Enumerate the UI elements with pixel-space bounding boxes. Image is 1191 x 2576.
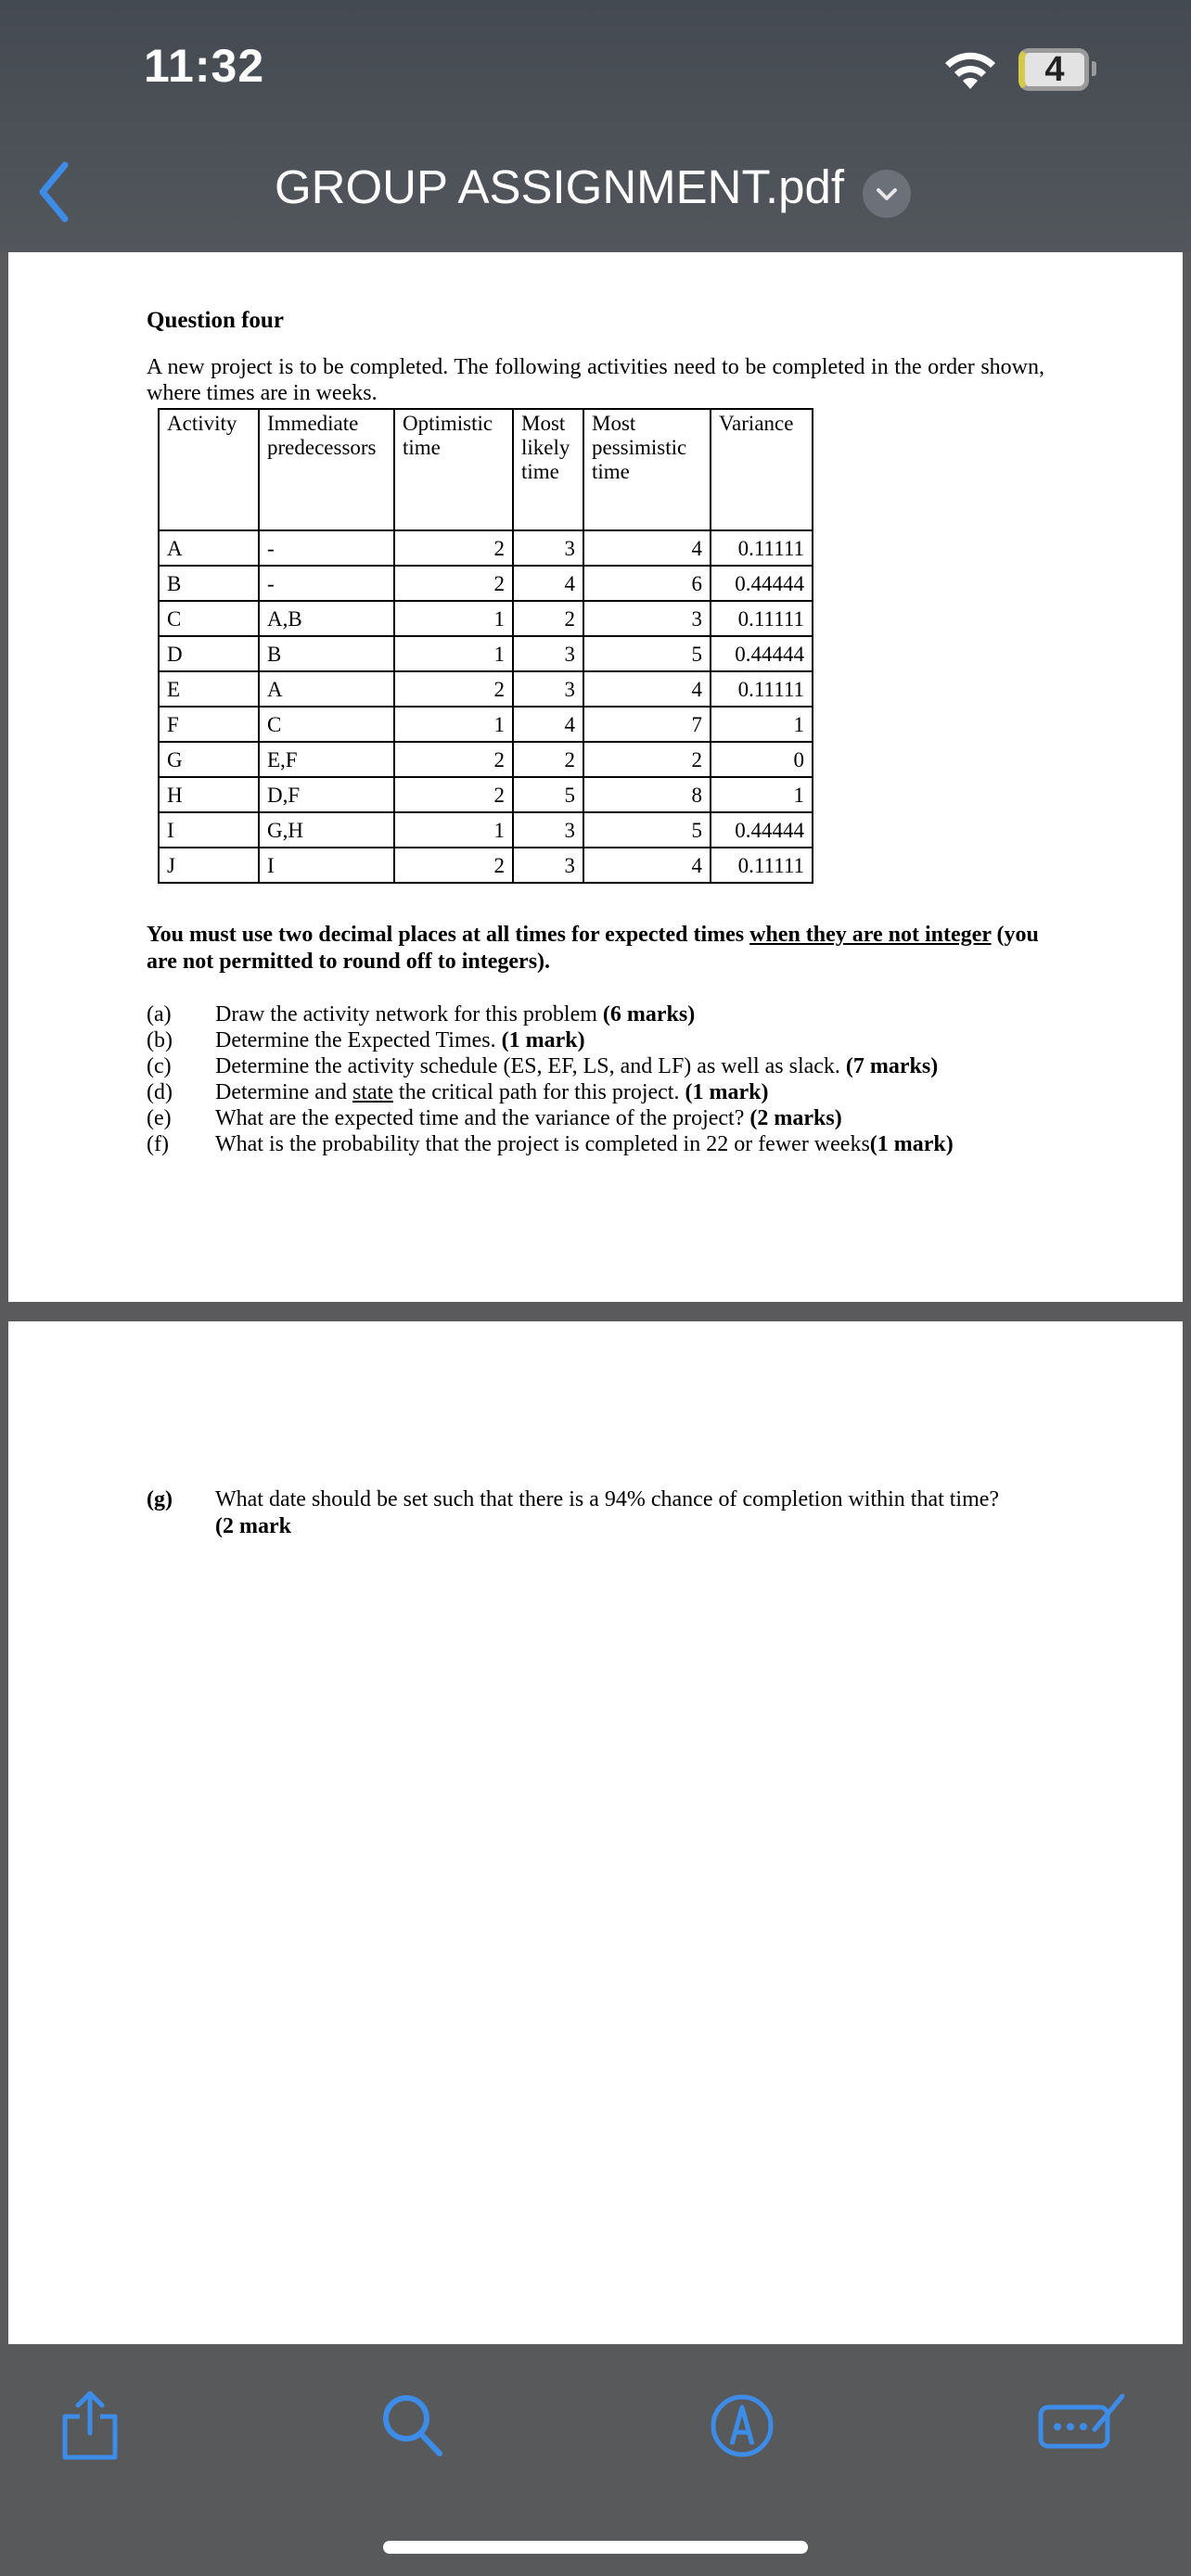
- cell-variance: 0.11111: [711, 530, 813, 566]
- question-item: [147, 1027, 1050, 1053]
- table-row: [159, 812, 813, 848]
- table-row: [159, 742, 813, 777]
- question-item: [147, 1001, 1050, 1027]
- cell-optimistic: 1: [394, 636, 513, 671]
- cell-predecessors: A: [259, 671, 394, 707]
- header-variance: Variance: [711, 409, 813, 530]
- question-list: [147, 1001, 1050, 1157]
- header-pessimistic: Most pessimistic time: [583, 409, 711, 530]
- note-text-2: (you are not permitted to round off to integers).: [147, 923, 1039, 974]
- cell-activity: C: [159, 601, 259, 636]
- question-text: What date should be set such that there is a 94% chance of completion within that time? (2 mark: [215, 1487, 1000, 1538]
- home-indicator: [383, 2541, 808, 2554]
- question-item: [147, 1053, 1050, 1079]
- cell-activity: I: [159, 812, 259, 848]
- cell-activity: A: [159, 530, 259, 566]
- question-text: Draw the activity network for this problem (6 marks): [215, 1002, 696, 1027]
- back-chevron-icon[interactable]: [35, 159, 72, 224]
- cell-most-likely: 3: [513, 530, 583, 566]
- pdf-page-1: [8, 252, 1183, 1302]
- cell-optimistic: 2: [394, 848, 513, 883]
- cell-pessimistic: 5: [583, 636, 711, 671]
- cell-pessimistic: 4: [583, 530, 711, 566]
- cell-activity: F: [159, 707, 259, 742]
- cell-pessimistic: 4: [583, 671, 711, 707]
- cell-variance: 1: [711, 707, 813, 742]
- question-marks: (1 mark): [685, 1080, 769, 1104]
- cell-activity: B: [159, 566, 259, 601]
- cell-variance: 0.44444: [711, 566, 813, 601]
- cell-optimistic: 1: [394, 601, 513, 636]
- question-item: [147, 1486, 1050, 1540]
- cell-predecessors: C: [259, 707, 394, 742]
- question-text: Determine the activity schedule (ES, EF, LS, and LF) as well as slack. (7 marks): [215, 1054, 939, 1078]
- cell-predecessors: B: [259, 636, 394, 671]
- question-label: (b): [147, 1028, 173, 1052]
- cell-activity: D: [159, 636, 259, 671]
- header-predecessors: Immediate predecessors: [259, 409, 394, 530]
- question-item: [147, 1131, 1050, 1157]
- header-optimistic: Optimistic time: [394, 409, 513, 530]
- cell-activity: G: [159, 742, 259, 777]
- question-label: (e): [147, 1106, 172, 1130]
- bottom-toolbar: [0, 2344, 1191, 2576]
- cell-pessimistic: 8: [583, 777, 711, 812]
- question-marks: (2 marks): [749, 1106, 842, 1130]
- cell-most-likely: 5: [513, 777, 583, 812]
- cell-pessimistic: 6: [583, 566, 711, 601]
- note-text-1: You must use two decimal places at all times for expected times: [147, 923, 750, 947]
- question-text: Determine the Expected Times. (1 mark): [215, 1028, 585, 1052]
- table-header-row: [159, 409, 813, 530]
- cell-predecessors: I: [259, 848, 394, 883]
- cell-predecessors: A,B: [259, 601, 394, 636]
- status-time: 11:32: [144, 40, 265, 92]
- question-intro: A new project is to be completed. The following activities need to be completed in the order shown, where times are in weeks.: [147, 355, 1044, 405]
- edit-icon[interactable]: [1037, 2389, 1130, 2454]
- table-row: [159, 707, 813, 742]
- chevron-down-icon: [863, 170, 911, 218]
- header-most-likely: Most likely time: [513, 409, 583, 530]
- cell-optimistic: 2: [394, 742, 513, 777]
- battery-tip: [1092, 61, 1096, 76]
- table-row: [159, 601, 813, 636]
- question-text: Determine and state the critical path for this project. (1 mark): [215, 1080, 769, 1104]
- share-icon[interactable]: [58, 2389, 122, 2463]
- cell-most-likely: 3: [513, 636, 583, 671]
- cell-optimistic: 1: [394, 812, 513, 848]
- cell-most-likely: 4: [513, 566, 583, 601]
- question-label: (g): [147, 1487, 173, 1511]
- question-label: (f): [147, 1132, 169, 1156]
- question-label: (d): [147, 1080, 173, 1104]
- wifi-icon: [941, 48, 999, 91]
- cell-variance: 0.11111: [711, 671, 813, 707]
- activity-table: [158, 408, 813, 884]
- table-row: [159, 848, 813, 883]
- cell-most-likely: 3: [513, 812, 583, 848]
- cell-variance: 0.44444: [711, 812, 813, 848]
- cell-predecessors: D,F: [259, 777, 394, 812]
- cell-optimistic: 2: [394, 566, 513, 601]
- cell-pessimistic: 5: [583, 812, 711, 848]
- table-row: [159, 530, 813, 566]
- cell-optimistic: 2: [394, 671, 513, 707]
- pdf-page-2: [8, 1321, 1183, 2346]
- note-underlined: when they are not integer: [749, 923, 992, 947]
- question-item: [147, 1105, 1050, 1131]
- cell-variance: 0: [711, 742, 813, 777]
- cell-most-likely: 2: [513, 601, 583, 636]
- battery-indicator: 4: [1018, 48, 1089, 91]
- header-activity: Activity: [159, 409, 259, 530]
- cell-predecessors: -: [259, 530, 394, 566]
- table-row: [159, 566, 813, 601]
- cell-most-likely: 2: [513, 742, 583, 777]
- cell-predecessors: G,H: [259, 812, 394, 848]
- cell-pessimistic: 3: [583, 601, 711, 636]
- cell-predecessors: -: [259, 566, 394, 601]
- table-row: [159, 671, 813, 707]
- cell-variance: 0.11111: [711, 848, 813, 883]
- cell-optimistic: 1: [394, 707, 513, 742]
- cell-variance: 0.44444: [711, 636, 813, 671]
- question-text: What are the expected time and the variance of the project? (2 marks): [215, 1106, 842, 1130]
- instruction-note: [147, 922, 1044, 976]
- cell-activity: E: [159, 671, 259, 707]
- cell-predecessors: E,F: [259, 742, 394, 777]
- question-item: [147, 1079, 1050, 1105]
- cell-optimistic: 2: [394, 530, 513, 566]
- cell-activity: H: [159, 777, 259, 812]
- table-row: [159, 636, 813, 671]
- cell-activity: J: [159, 848, 259, 883]
- cell-variance: 1: [711, 777, 813, 812]
- question-marks: (1 mark): [869, 1132, 954, 1156]
- question-text: What is the probability that the project is completed in 22 or fewer weeks(1 mark): [215, 1132, 954, 1156]
- cell-most-likely: 3: [513, 671, 583, 707]
- question-marks: (6 marks): [602, 1002, 696, 1027]
- cell-pessimistic: 7: [583, 707, 711, 742]
- cell-pessimistic: 4: [583, 848, 711, 883]
- question-title: Question four: [147, 308, 284, 333]
- question-marks: (2 mark: [215, 1514, 291, 1538]
- question-label: (c): [147, 1054, 172, 1078]
- cell-most-likely: 4: [513, 707, 583, 742]
- title-menu-button[interactable]: [863, 170, 911, 218]
- question-marks: (1 mark): [501, 1028, 585, 1052]
- cell-pessimistic: 2: [583, 742, 711, 777]
- cell-optimistic: 2: [394, 777, 513, 812]
- search-icon[interactable]: [378, 2389, 448, 2463]
- cell-most-likely: 3: [513, 848, 583, 883]
- table-row: [159, 777, 813, 812]
- top-bar: [0, 0, 1191, 252]
- document-title[interactable]: GROUP ASSIGNMENT.pdf: [275, 160, 845, 213]
- cell-variance: 0.11111: [711, 601, 813, 636]
- markup-icon[interactable]: [707, 2389, 777, 2463]
- question-label: (a): [147, 1002, 172, 1027]
- question-marks: (7 marks): [845, 1054, 939, 1078]
